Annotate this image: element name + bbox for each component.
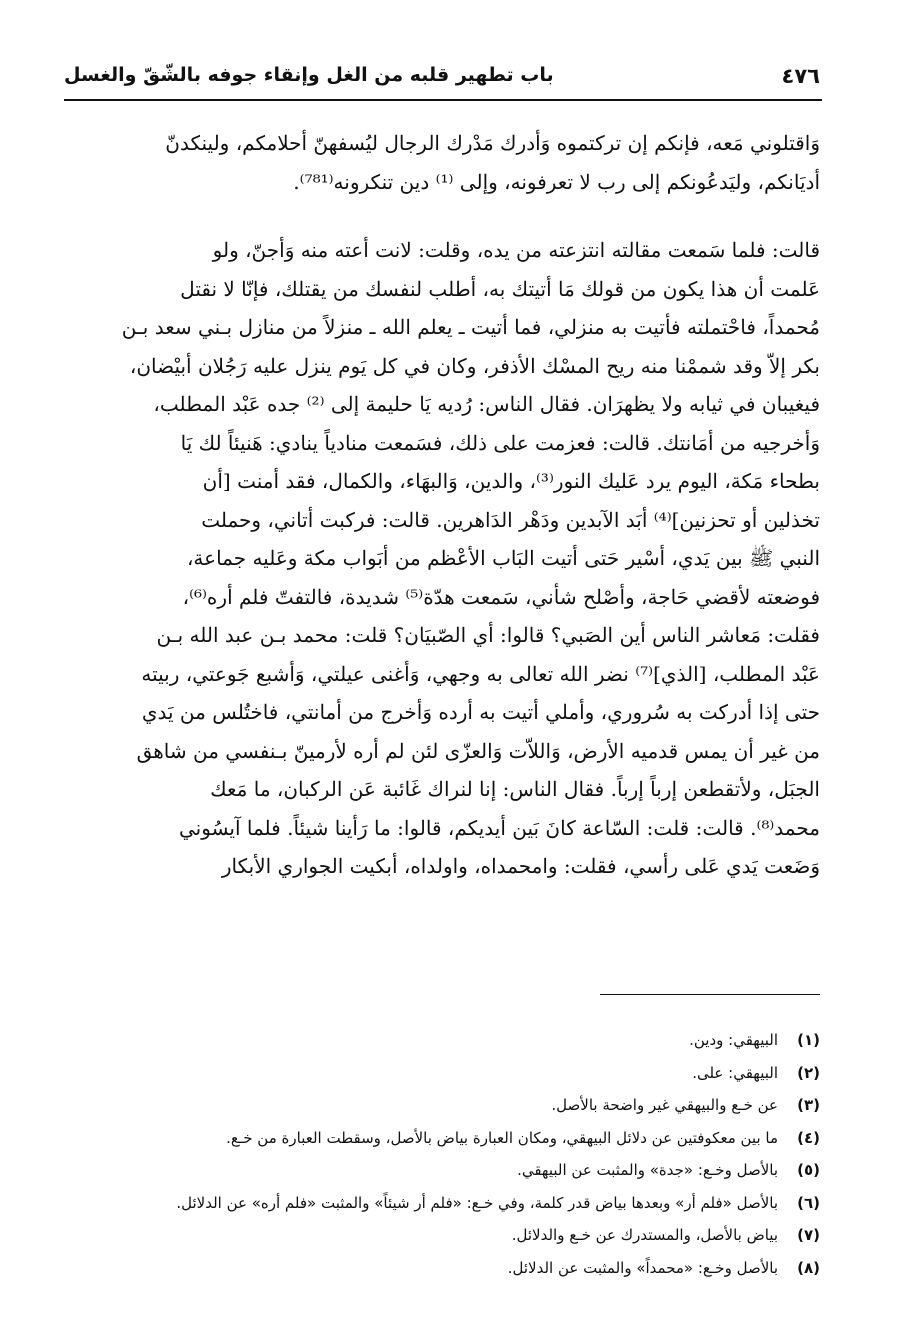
paragraph-2 — [64, 231, 820, 886]
footnote-item — [64, 1187, 820, 1220]
footnote-text: بياض بالأصل، والمستدرك عن خـع والدلائل. — [511, 1226, 778, 1244]
footnote-text: البيهقي: ودين. — [689, 1031, 778, 1049]
footnote-item — [64, 1252, 820, 1285]
text-line: من غير أن يمس قدميه الأرض، وَاللاّت وَالعزّى لئن لم أره لأرمينّ بـنفسي من شاهق — [136, 738, 820, 763]
text-line: بطحاء مَكة، اليوم يرد عَليك النور⁽³⁾، والدين، وَالبهَاء، والكمال، فقد أمنت [أن — [202, 469, 820, 493]
footnote-text: بالأصل وخـع: «جدة» والمثبت عن البيهقي. — [517, 1161, 778, 1179]
footnote-item — [64, 1057, 820, 1090]
footnote-number: (٢) — [797, 1063, 820, 1082]
footnote-number: (٨) — [797, 1258, 820, 1277]
footnote-number: (٥) — [797, 1161, 820, 1179]
text-line: قالت: فلما سَمعت مقالته انتزعته من يده، وقلت: لانت أعته منه وَأجنّ، ولو — [212, 238, 820, 262]
footnote-text: ما بين معكوفتين عن دلائل البيهقي، ومكان العبارة بياض بالأصل، وسقطت العبارة من خـع. — [226, 1128, 778, 1147]
text-line: عَلمت أن هذا يكون من قولك مَا أتيتك به، أطلب لنفسك من يقتلك، فإنّا لا نقتل — [180, 276, 820, 301]
page-number: ٤٧٦ — [781, 64, 820, 88]
footnote-item — [64, 1154, 820, 1187]
footnote-item — [64, 1089, 820, 1122]
page-header — [64, 62, 820, 96]
text-line: وَأخرجيه من أمَانتك. قالت: فعزمت على ذلك، فسَمعت منادياً ينادي: هَنيئاً لك يَا — [180, 430, 820, 455]
text-line: عَبْد المطلب، [الذي]⁽⁷⁾ نضر الله تعالى به وجهي، وَأغنى عيلتي، وَأشبع جَوعتي، ربيته — [141, 661, 820, 686]
text-line: النبي ﷺ بين يَدي، أسْير حَتى أتيت البَاب الأعْظم من أبَواب مكة وعَليه جماعة، — [186, 546, 820, 570]
footnote-number: (٤) — [797, 1128, 820, 1147]
text-line: محمد⁽⁸⁾. قالت: قلت: السّاعة كانَ بَين أيديكم، قالوا: ما رَأينا شيئاً. فلما آيسُوني — [179, 815, 820, 840]
footnote-text: البيهقي: على. — [692, 1063, 778, 1082]
footnote-text: بالأصل «فلم أر» وبعدها بياض قدر كلمة، وفي خـع: «فلم أر شيئاً» والمثبت «فلم أره» عن الدلائل. — [176, 1193, 778, 1212]
footnote-number: (٣) — [797, 1096, 820, 1114]
text-line: فقلت: مَعاشر الناس أين الصَبي؟ قالوا: أي الصّبيَان؟ قلت: محمد بـن عبد الله بـن — [156, 623, 820, 647]
footnotes — [64, 1024, 820, 1284]
text-line: فوضعته لأقضي حَاجة، وأصْلح شأني، سَمعت هدّة⁽⁵⁾ شديدة، فالتفتّ فلم أره⁽⁶⁾، — [182, 584, 820, 609]
footnote-separator — [600, 994, 820, 995]
text-line: حتى إذا أدركت به سُروري، وأملي أتيت به أرده وَأخرج من أمانتي، فاختُلس من يَدي — [141, 700, 820, 724]
footnote-text: عن خـع والبيهقي غير واضحة بالأصل. — [551, 1096, 778, 1114]
paragraph-1 — [64, 124, 820, 201]
header-rule — [64, 99, 822, 101]
main-text — [64, 124, 820, 886]
footnote-text: بالأصل وخـع: «محمداً» والمثبت عن الدلائل. — [507, 1258, 778, 1277]
footnote-number: (٧) — [797, 1226, 820, 1244]
text-line: تخذلين أو تحزنين]⁽⁴⁾ أبَد الآبدين ودَهْر الدَاهرين. قالت: فركبت أتاني، وحملت — [201, 507, 820, 532]
text-line: مُحمداً، فاحْتملته فأتيت به منزلي، فما أتيت ـ يعلم الله ـ منزلاً من منازل بـني سعد بـن — [121, 315, 820, 339]
footnote-number: (٦) — [797, 1193, 820, 1212]
footnote-item — [64, 1219, 820, 1252]
text-line: بكر إلاّ وقد شممْنا منه ريح المسْك الأذفر، وكان في كل يَوم ينزل عليه رَجُلان أبيْضان، — [129, 353, 820, 378]
text-line: أديَانكم، وليَدعُونكم إلى رب لا تعرفونه، وإلى ⁽¹⁾ دين تنكرونه⁽⁷⁸¹⁾. — [293, 169, 820, 194]
text-line: الجبَل، ولأتقطعن إرباً إرباً. فقال الناس: إنا لنراك غَائبة عَن الركبان، ما مَعك — [210, 777, 820, 801]
text-line: فيغيبان في ثيابه ولا يظهرَان. فقال الناس: رُديه يَا حليمة إلى ⁽²⁾ جده عَبْد المطلب، — [153, 392, 820, 416]
footnote-item — [64, 1024, 820, 1057]
text-line: وَاقتلوني مَعه، فإنكم إن تركتموه وَأدرك مَدْرك الرجال ليُسفهنّ أحلامكم، ولينكدنّ — [165, 131, 820, 155]
footnote-number: (١) — [797, 1031, 820, 1049]
footnote-item — [64, 1122, 820, 1155]
chapter-title: باب تطهير قلبه من الغل وإنقاء جوفه بالشّقّ والغسل — [64, 64, 554, 86]
text-line: وَضَعت يَدي عَلى رأسي، فقلت: وامحمداه، واولداه، أبكيت الجواري الأبكار — [221, 854, 820, 878]
